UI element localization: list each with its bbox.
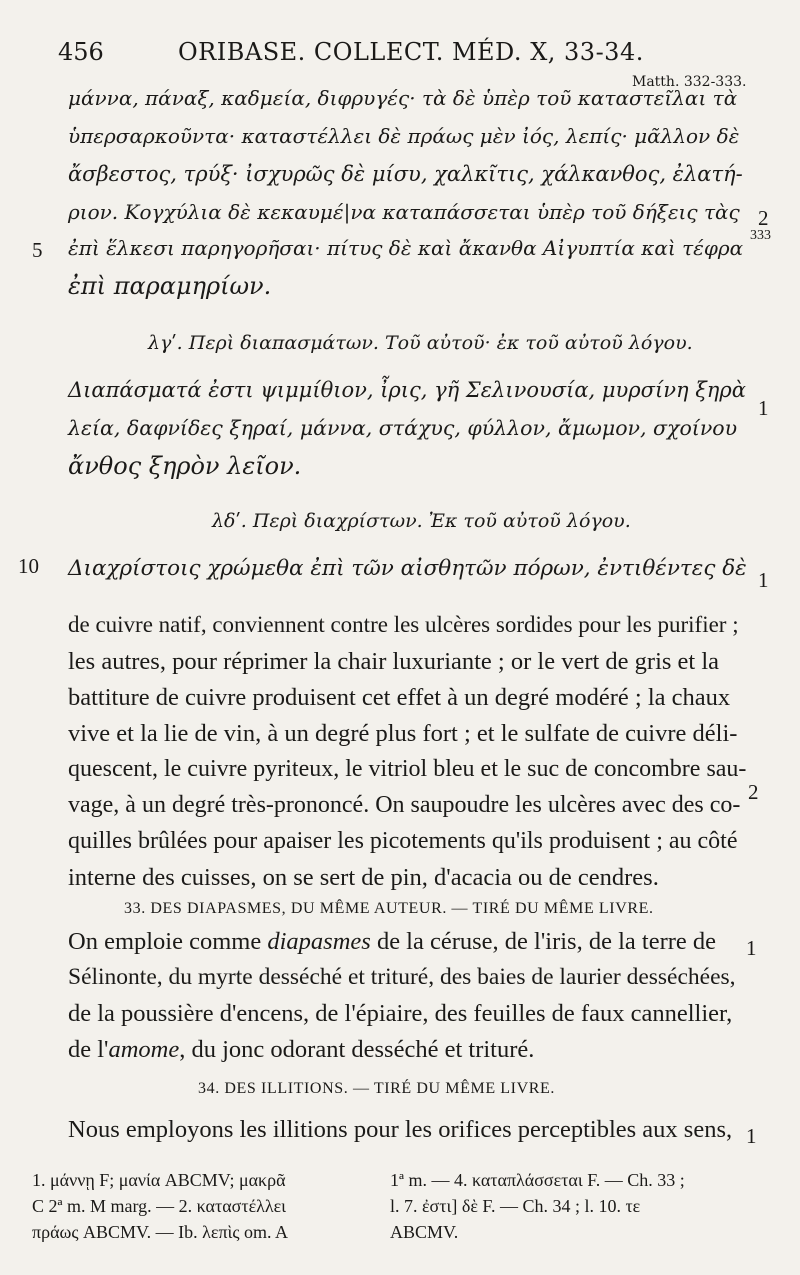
french-line: de l'amome, du jonc odorant desséché et trituré. <box>68 1036 535 1063</box>
french-line: quilles brûlées pour apaiser les picotements qu'ils produisent ; au côté <box>68 828 738 854</box>
section-heading-french: 33. DES DIAPASMES, DU MÊME AUTEUR. — TIRÉ DU MÊME LIVRE. <box>124 900 654 917</box>
page-reference-number: 333 <box>750 228 771 243</box>
footnote-line: ABCMV. <box>390 1222 459 1242</box>
section-heading-french: 34. DES ILLITIONS. — TIRÉ DU MÊME LIVRE. <box>198 1080 556 1097</box>
paragraph-number: 1 <box>746 936 757 960</box>
paragraph-number: 1 <box>758 396 769 420</box>
french-line: vage, à un degré très-prononcé. On saupoudre les ulcères avec des co- <box>68 792 741 818</box>
footnote-line: l. 7. ἐστι] δὲ F. — Ch. 34 ; l. 10. τε <box>390 1196 641 1216</box>
greek-line: λεία, δαφνίδες ξηραί, μάννα, στάχυς, φύλλον, ἄμωμον, σχοίνου <box>68 416 738 440</box>
greek-line: Διαχρίστοις χρώμεθα ἐπὶ τῶν αἰσθητῶν πόρων, ἐντιθέντες δὲ <box>68 556 747 581</box>
footnote-line: C 2ª m. M marg. — 2. καταστέλλει <box>32 1196 286 1216</box>
greek-line: ἄνθος ξηρὸν λεῖον. <box>68 452 302 480</box>
section-heading-greek: λγʹ. Περὶ διαπασμάτων. Τοῦ αὐτοῦ· ἐκ τοῦ αὐτοῦ λόγου. <box>148 332 693 354</box>
paragraph-number: 1 <box>746 1124 757 1148</box>
footnote-line: 1ª m. — 4. καταπλάσσεται F. — Ch. 33 ; <box>390 1170 685 1190</box>
french-line: interne des cuisses, on se sert de pin, d'acacia ou de cendres. <box>68 864 659 891</box>
french-line: les autres, pour réprimer la chair luxuriante ; or le vert de gris et la <box>68 648 720 675</box>
edition-reference: Matth. 332-333. <box>632 74 747 90</box>
paragraph-number: 2 <box>758 206 769 230</box>
french-line: quescent, le cuivre pyriteux, le vitriol bleu et le suc de concombre sau- <box>68 756 747 782</box>
greek-line: ἄσβεστος, τρύξ· ἰσχυρῶς δὲ μίσυ, χαλκῖτις, χάλκανθος, ἐλατή- <box>68 162 743 186</box>
footnote-line: πράως ABCMV. — Ib. λεπὶς om. A <box>32 1222 289 1242</box>
paragraph-number: 1 <box>758 568 769 592</box>
greek-line: ὑπερσαρκοῦντα· καταστέλλει δὲ πράως μὲν ἰός, λεπίς· μᾶλλον δὲ <box>68 124 740 148</box>
french-line: On emploie comme diapasmes de la céruse, de l'iris, de la terre de <box>68 928 717 955</box>
line-number: 5 <box>32 238 43 262</box>
french-line: de cuivre natif, conviennent contre les ulcères sordides pour les purifier ; <box>68 612 739 637</box>
line-number: 10 <box>18 554 39 578</box>
french-line: Sélinonte, du myrte desséché et trituré, des baies de laurier desséchées, <box>68 964 736 990</box>
running-title: ORIBASE. COLLECT. MÉD. X, 33-34. <box>178 38 644 66</box>
greek-line: ἐπὶ παραμηρίων. <box>68 272 272 300</box>
greek-line: Διαπάσματά ἐστι ψιμμίθιον, ἶρις, γῆ Σελινουσία, μυρσίνη ξηρὰ <box>68 378 746 402</box>
greek-line: ριον. Κογχύλια δὲ κεκαυμέ|να καταπάσσεται ὑπὲρ τοῦ δήξεις τὰς <box>68 200 740 224</box>
section-heading-greek: λδʹ. Περὶ διαχρίστων. Ἐκ τοῦ αὐτοῦ λόγου. <box>212 510 631 532</box>
french-line: vive et la lie de vin, à un degré plus fort ; et le sulfate de cuivre déli- <box>68 720 738 747</box>
french-line: battiture de cuivre produisent cet effet à un degré modéré ; la chaux <box>68 684 731 711</box>
footnote-line: 1. μάννῃ F; μανία ABCMV; μακρᾶ <box>32 1170 286 1190</box>
paragraph-number: 2 <box>748 780 759 804</box>
page-number: 456 <box>58 38 104 66</box>
greek-line: μάννα, πάναξ, καδμεία, διφρυγές· τὰ δὲ ὑπὲρ τοῦ καταστεῖλαι τὰ <box>68 86 738 110</box>
french-line: de la poussière d'encens, de l'épiaire, des feuilles de faux cannellier, <box>68 1000 733 1027</box>
french-line: Nous employons les illitions pour les orifices perceptibles aux sens, <box>68 1116 733 1143</box>
greek-line: ἐπὶ ἕλκεσι παρηγορῆσαι· πίτυς δὲ καὶ ἄκανθα Αἰγυπτία καὶ τέφρα <box>68 236 744 260</box>
